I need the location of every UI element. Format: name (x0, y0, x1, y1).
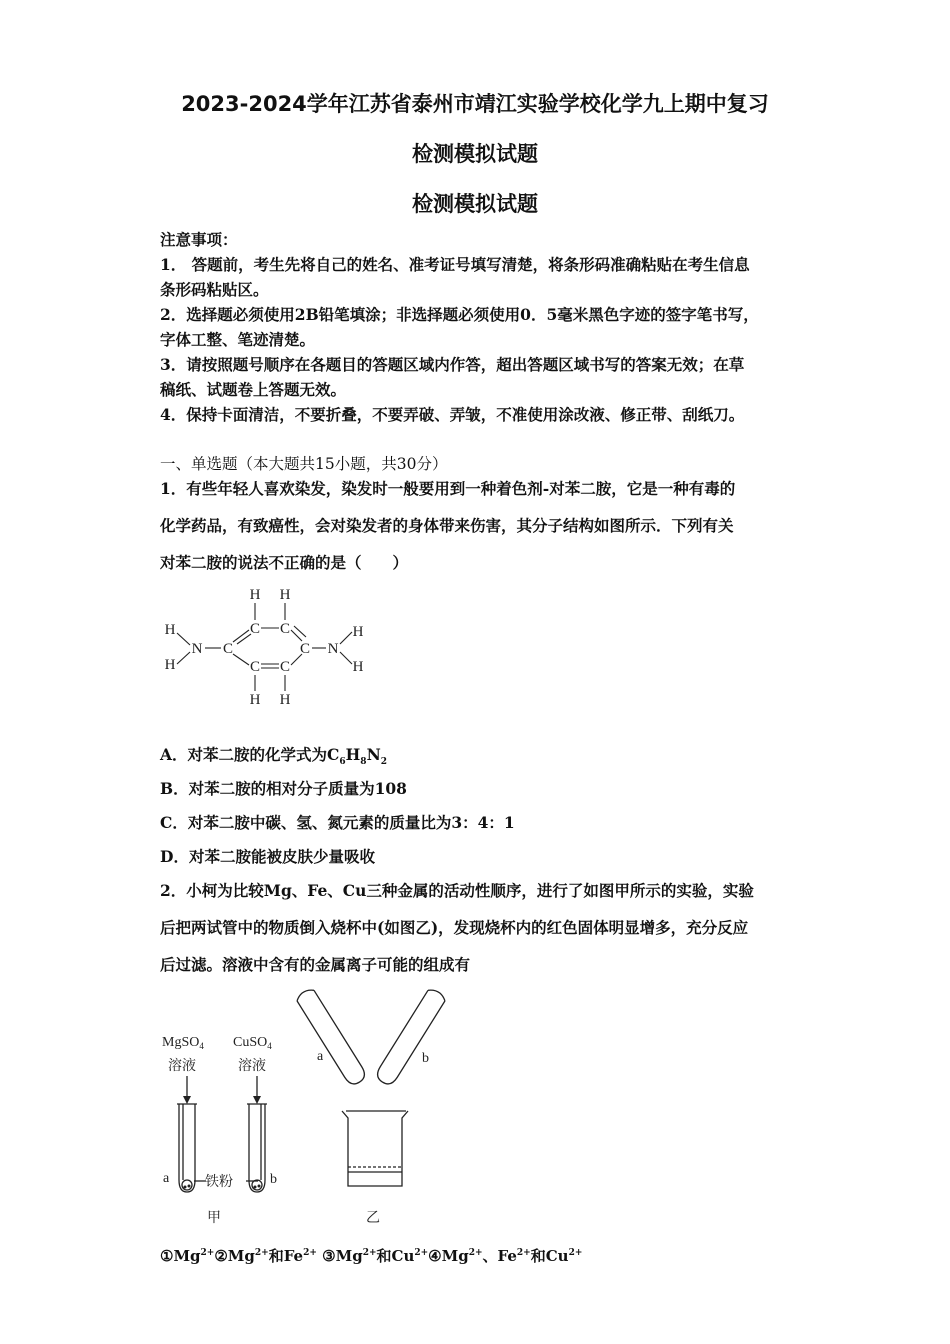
q1-stem-line: 对苯二胺的说法不正确的是（ ） (160, 553, 409, 572)
notice-line: 稿纸、试题卷上答题无效。 (160, 380, 347, 399)
q1-option-a[interactable]: A．对苯二胺的化学式为$C_6H_8N_2$ (160, 745, 387, 768)
atom-h: H (352, 659, 364, 675)
label-jia: 甲 (207, 1211, 221, 1226)
notice-line: 1． 答题前，考生先将自己的姓名、准考证号填写清楚，将条形码准确粘贴在考生信息 (160, 255, 750, 274)
label-a: a (317, 1049, 324, 1064)
q2-stem-line: 2．小柯为比较Mg、Fe、Cu三种金属的活动性顺序，进行了如图甲所示的实验，实验 (160, 881, 754, 900)
notice-line: 2．选择题必须使用2B铅笔填涂；非选择题必须使用0．5毫米黑色字迹的签字笔书写， (160, 305, 759, 324)
q2-answer-options (160, 1245, 582, 1266)
label-iron-powder: 铁粉 (205, 1175, 233, 1190)
atom-c: C (249, 621, 261, 637)
notice-line: 字体工整、笔迹清楚。 (160, 330, 316, 349)
section-heading: 一、单选题（本大题共15小题，共30分） (160, 455, 448, 473)
atom-h: H (279, 692, 291, 708)
q1-stem-line: 化学药品，有致癌性，会对染发者的身体带来伤害，其分子结构如图所示．下列有关 (160, 516, 734, 535)
q2-option-2: $②Mg^{2+}$和$Fe^{2+}$ (214, 1247, 317, 1265)
q1-option-b[interactable]: B．对苯二胺的相对分子质量为108 (160, 779, 407, 798)
experiment-figure (150, 980, 450, 1235)
atom-h: H (164, 622, 176, 638)
title-line-3: 检测模拟试题 (412, 192, 538, 216)
atom-c: C (299, 641, 311, 657)
q2-option-3: $③Mg^{2+}$和$Cu^{2+}$ (322, 1247, 429, 1265)
atom-h: H (249, 587, 261, 603)
p-phenylenediamine-structure (155, 582, 380, 712)
q2-option-4: $④Mg^{2+}$、$Fe^{2+}$和$Cu^{2+}$ (428, 1247, 583, 1265)
label-yi: 乙 (366, 1211, 380, 1226)
q1-option-d[interactable]: D．对苯二胺能被皮肤少量吸收 (160, 847, 375, 866)
atom-n: N (191, 641, 203, 657)
q1-option-c[interactable]: C．对苯二胺中碳、氢、氮元素的质量比为3：4：1 (160, 813, 515, 832)
label-b: b (422, 1051, 429, 1066)
atom-h: H (249, 692, 261, 708)
label-b: b (270, 1172, 277, 1187)
atom-c: C (279, 621, 291, 637)
atom-c: C (279, 659, 291, 675)
q2-stem-line: 后过滤。溶液中含有的金属离子可能的组成有 (160, 955, 471, 974)
q1-stem-line: 1．有些年轻人喜欢染发，染发时一般要用到一种着色剂-对苯二胺，它是一种有毒的 (160, 479, 736, 498)
notice-line: 3．请按照题号顺序在各题目的答题区域内作答，超出答题区域书写的答案无效；在草 (160, 355, 745, 374)
atom-h: H (164, 657, 176, 673)
atom-h: H (352, 624, 364, 640)
title-line-2: 检测模拟试题 (412, 142, 538, 166)
q2-stem-line: 后把两试管中的物质倒入烧杯中(如图乙)，发现烧杯内的红色固体明显增多，充分反应 (160, 918, 749, 937)
atom-c: C (249, 659, 261, 675)
notice-heading: 注意事项： (160, 230, 238, 249)
q2-option-1: $①Mg^{2+}$ (160, 1247, 215, 1265)
label-solution: 溶液 (168, 1059, 196, 1074)
label-mgso4: MgSO$_4$ (162, 1035, 204, 1051)
atom-c: C (222, 641, 234, 657)
atom-n: N (327, 641, 339, 657)
label-cuso4: CuSO$_4$ (233, 1035, 272, 1051)
title-line-1: 2023-2024学年江苏省泰州市靖江实验学校化学九上期中复习 (181, 92, 769, 116)
notice-line: 条形码粘贴区。 (160, 280, 269, 299)
label-solution: 溶液 (238, 1059, 266, 1074)
atom-h: H (279, 587, 291, 603)
label-a: a (163, 1171, 170, 1186)
notice-line: 4．保持卡面清洁，不要折叠，不要弄破、弄皱，不准使用涂改液、修正带、刮纸刀。 (160, 405, 745, 424)
